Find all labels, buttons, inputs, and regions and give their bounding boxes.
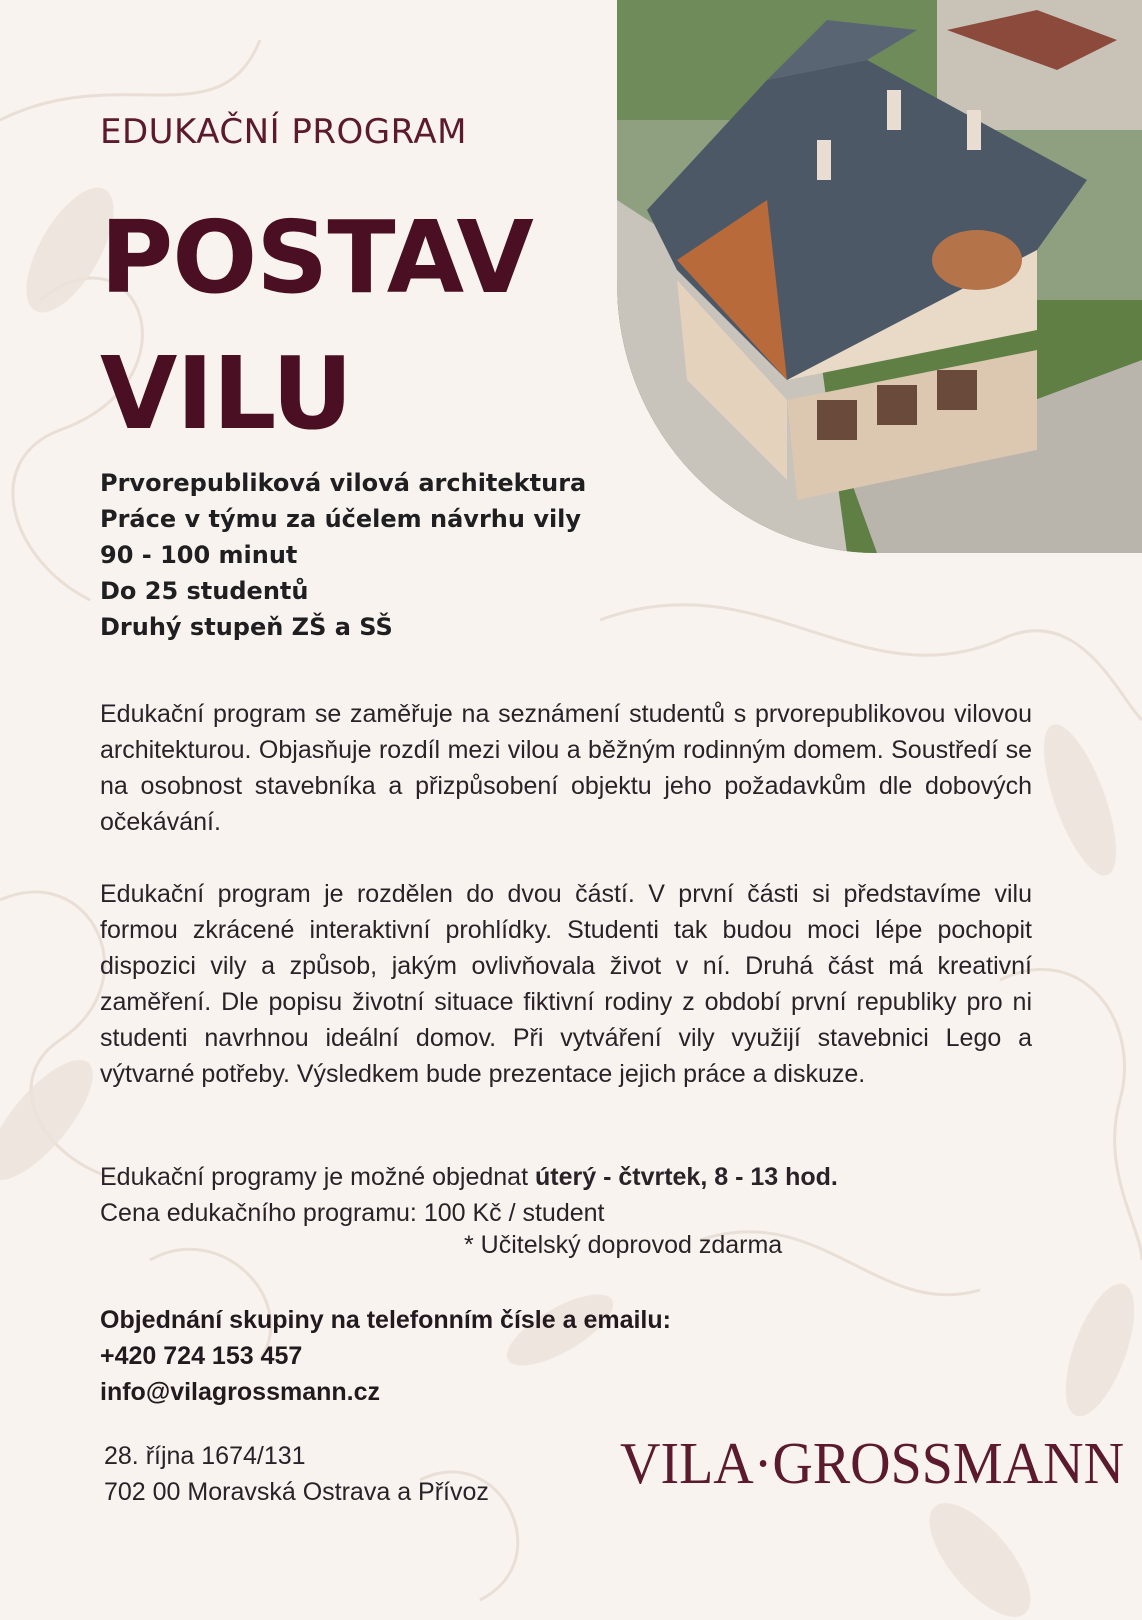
fact-audience: Druhý stupeň ZŠ a SŠ: [100, 613, 393, 641]
villa-photo: [617, 0, 1142, 553]
address-street: 28. října 1674/131: [104, 1442, 306, 1470]
address-city: 702 00 Moravská Ostrava a Přívoz: [104, 1478, 489, 1506]
contact-phone[interactable]: +420 724 153 457: [100, 1342, 303, 1370]
program-kicker: EDUKAČNÍ PROGRAM: [100, 112, 467, 152]
fact-architecture: Prvorepubliková vilová architektura: [100, 469, 587, 497]
vila-grossmann-logo: VILA·GROSSMANN: [620, 1431, 1125, 1497]
title-line-1: POSTAV: [100, 199, 533, 316]
fact-capacity: Do 25 studentů: [100, 577, 309, 605]
booking-intro: Edukační programy je možné objednat: [100, 1163, 529, 1191]
description-paragraph-2: Edukační program je rozdělen do dvou částí. V první části si představíme vilu formou zkrácené interaktivní prohlídky. Studenti tak budou moci lépe pochopit dispozici vily a způsob, jakým ovlivňovala život v ní. Druhá část má kreativní zaměření. Dle popisu životní situace fiktivní rodiny z období první republiky pro ni studenti navrhnou ideální domov. Při vytváření vily využijí stavebnici Lego a výtvarné potřeby. Výsledkem bude prezentace jejich práce a diskuze.: [100, 880, 1032, 1088]
program-facts: [100, 465, 586, 645]
booking-days: [100, 1159, 838, 1195]
booking-hours: úterý - čtvrtek, 8 - 13 hod.: [534, 1163, 838, 1191]
address-block: [104, 1438, 489, 1510]
contact-block: [100, 1302, 671, 1410]
description-paragraph-1: Edukační program se zaměřuje na seznámení studentů s prvorepublikovou vilovou architekturou. Objasňuje rozdíl mezi vilou a běžným rodinným domem. Soustředí se na osobnost stavebníka a přizpůsobení objektu jeho požadavkům dle dobových očekávání.: [100, 700, 1032, 836]
title-line-2: VILU: [100, 335, 352, 452]
contact-heading: Objednání skupiny na telefonním čísle a emailu:: [100, 1306, 671, 1334]
teacher-note: * Učitelský doprovod zdarma: [464, 1231, 783, 1259]
booking-info: [100, 1159, 838, 1231]
page-title: [100, 190, 533, 462]
fact-duration: 90 - 100 minut: [100, 541, 298, 569]
fact-teamwork: Práce v týmu za účelem návrhu vily: [100, 505, 582, 533]
contact-email[interactable]: info@vilagrossmann.cz: [100, 1378, 380, 1406]
booking-price: Cena edukačního programu: 100 Kč / student: [100, 1199, 605, 1227]
